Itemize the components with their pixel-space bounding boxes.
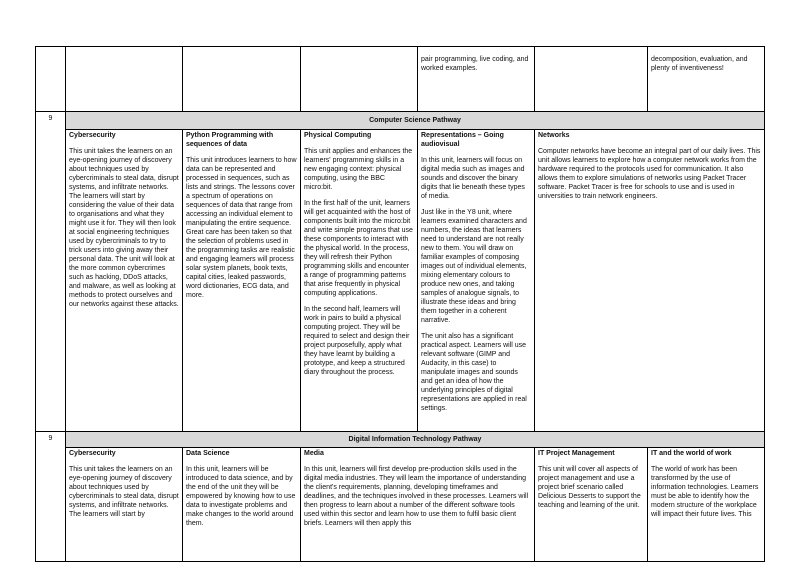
cs-representations-title: Representations – Going audiovisual (421, 132, 504, 148)
dit-year: 9 (35, 431, 66, 562)
cs-physical-p2: In the first half of the unit, learners will get acquainted with the host of components built into the micro:bit and write simple programs that use these components to interact with the physical world. In the process, they will refresh their Python programming skills and encounter a range of programming patterns that arise frequently in physical computing applications. (304, 200, 413, 297)
dit-datascience-cell (182, 447, 301, 562)
cs-cybersecurity-title: Cybersecurity (69, 132, 116, 139)
dit-datascience-body: In this unit, learners will be introduced to data science, and by the end of the unit they will be empowered by knowing how to use data to investigate problems and make changes to the world around them. (186, 466, 296, 527)
dit-worldofwork-cell (647, 447, 765, 562)
dit-itpm-cell (534, 447, 648, 562)
cs-physical-p1: This unit applies and enhances the learners' programming skills in a new engaging context: physical computing, using the BBC micro:bit. (304, 148, 413, 191)
cs-cybersecurity-cell (65, 129, 183, 432)
cs-cybersecurity-body: This unit takes the learners on an eye-opening journey of discovery about techniques used by cybercriminals to steal data, disrupt systems, and infiltrate networks. The learners will start by considering the value of their data to organisations and what they might use it for. They will then look at social engineering techniques used by cybercriminals to try to trick users into giving away their personal data. The unit will look at the more common cybercrimes such as hacking, DDoS attacks, and malware, as well as looking at methods to protect ourselves and our networks against these attacks. (69, 148, 179, 308)
cs-networks-body: Computer networks have become an integral part of our daily lives. This unit allows learners to explore how a computer network works from the hardware required to the protocols used for communication. It also allows them to explore simulations of networks using Packet Tracer software. Packet Tracer is free for schools to use and is used in universities to train network engineers. (538, 148, 761, 200)
top-year-cell (35, 46, 66, 112)
cs-networks-cell (534, 129, 765, 432)
top-cell-6 (647, 46, 765, 112)
cs-physical-p3: In the second half, learners will work in pairs to build a physical computing project. They will be required to select and design their project purposefully, apply what they have learnt by building a prototype, and keep a structured diary throughout the process. (304, 306, 410, 376)
cs-python-cell (182, 129, 301, 432)
cs-representations-cell (417, 129, 535, 432)
top-cell-3 (300, 46, 418, 112)
cs-representations-p3: The unit also has a significant practical aspect. Learners will use relevant software (GIMP and Audacity, in this case) to manipulate images and sounds and get an idea of how the underlying principles of digital representations are applied in real settings. (421, 333, 527, 412)
dit-itpm-title: IT Project Management (538, 450, 615, 457)
dit-pathway-header: Digital Information Technology Pathway (65, 431, 765, 448)
cs-python-title: Python Programming with sequences of data (186, 132, 274, 148)
dit-worldofwork-title: IT and the world of work (651, 450, 732, 457)
dit-itpm-body: This unit will cover all aspects of project management and use a project brief scenario called Delicious Desserts to support the teaching and learning of the unit. (538, 466, 641, 509)
dit-media-title: Media (304, 450, 324, 457)
dit-cybersecurity-body: This unit takes the learners on an eye-opening journey of discovery about techniques used by cybercriminals to steal data, disrupt systems, and infiltrate networks. The learners will start by (69, 466, 179, 518)
cs-python-body: This unit introduces learners to how data can be represented and processed in sequences, such as lists and strings. The lessons cover a spectrum of operations on sequences of data that range from accessing an individual element to manipulating the entire sequence. Great care has been taken so that the selection of problems used in the programming tasks are realistic and engaging learners will process solar system planets, book texts, capital cities, leaked passwords, word dictionaries, ECG data, and more. (186, 157, 297, 299)
top-cell-2 (182, 46, 301, 112)
dit-cybersecurity-title: Cybersecurity (69, 450, 116, 457)
dit-media-body: In this unit, learners will first develop pre-production skills used in the digital media industries. They will learn the importance of understanding the client's requirements, planning, developing timeframes and deadlines, and the techniques involved in these processes. Learners will then progress to learn about a number of the different software tools used within this sector and learn how to use them to fulfil basic client briefs. Learners will then apply this (304, 466, 529, 527)
dit-media-cell (300, 447, 535, 562)
top-cell-6-text: decomposition, evaluation, and plenty of inventiveness! (651, 56, 748, 72)
cs-pathway-header: Computer Science Pathway (65, 111, 765, 130)
cs-representations-p2: Just like in the Y8 unit, where learners examined characters and numbers, the ideas that learners need to understand are not really new to them. You will draw on familiar examples of composing images out of individual elements, mixing elementary colours to produce new ones, and taking samples of analogue signals, to illustrate these ideas and bring them together in a coherent narrative. (421, 209, 527, 324)
top-cell-1 (65, 46, 183, 112)
cs-physical-title: Physical Computing (304, 132, 372, 139)
cs-networks-title: Networks (538, 132, 570, 139)
dit-worldofwork-body: The world of work has been transformed by the use of information technologies. Learners must be able to identify how the modern structure of the workplace will impact their future lives. This (651, 466, 759, 518)
cs-representations-p1: In this unit, learners will focus on digital media such as images and sounds and discover the binary digits that lie beneath these types of media. (421, 157, 525, 200)
cs-physical-cell (300, 129, 418, 432)
dit-cybersecurity-cell (65, 447, 183, 562)
dit-datascience-title: Data Science (186, 450, 230, 457)
cs-year: 9 (35, 111, 66, 432)
top-cell-5 (534, 46, 648, 112)
top-cell-4-text: pair programming, live coding, and worked examples. (421, 56, 529, 72)
top-cell-4 (417, 46, 535, 112)
